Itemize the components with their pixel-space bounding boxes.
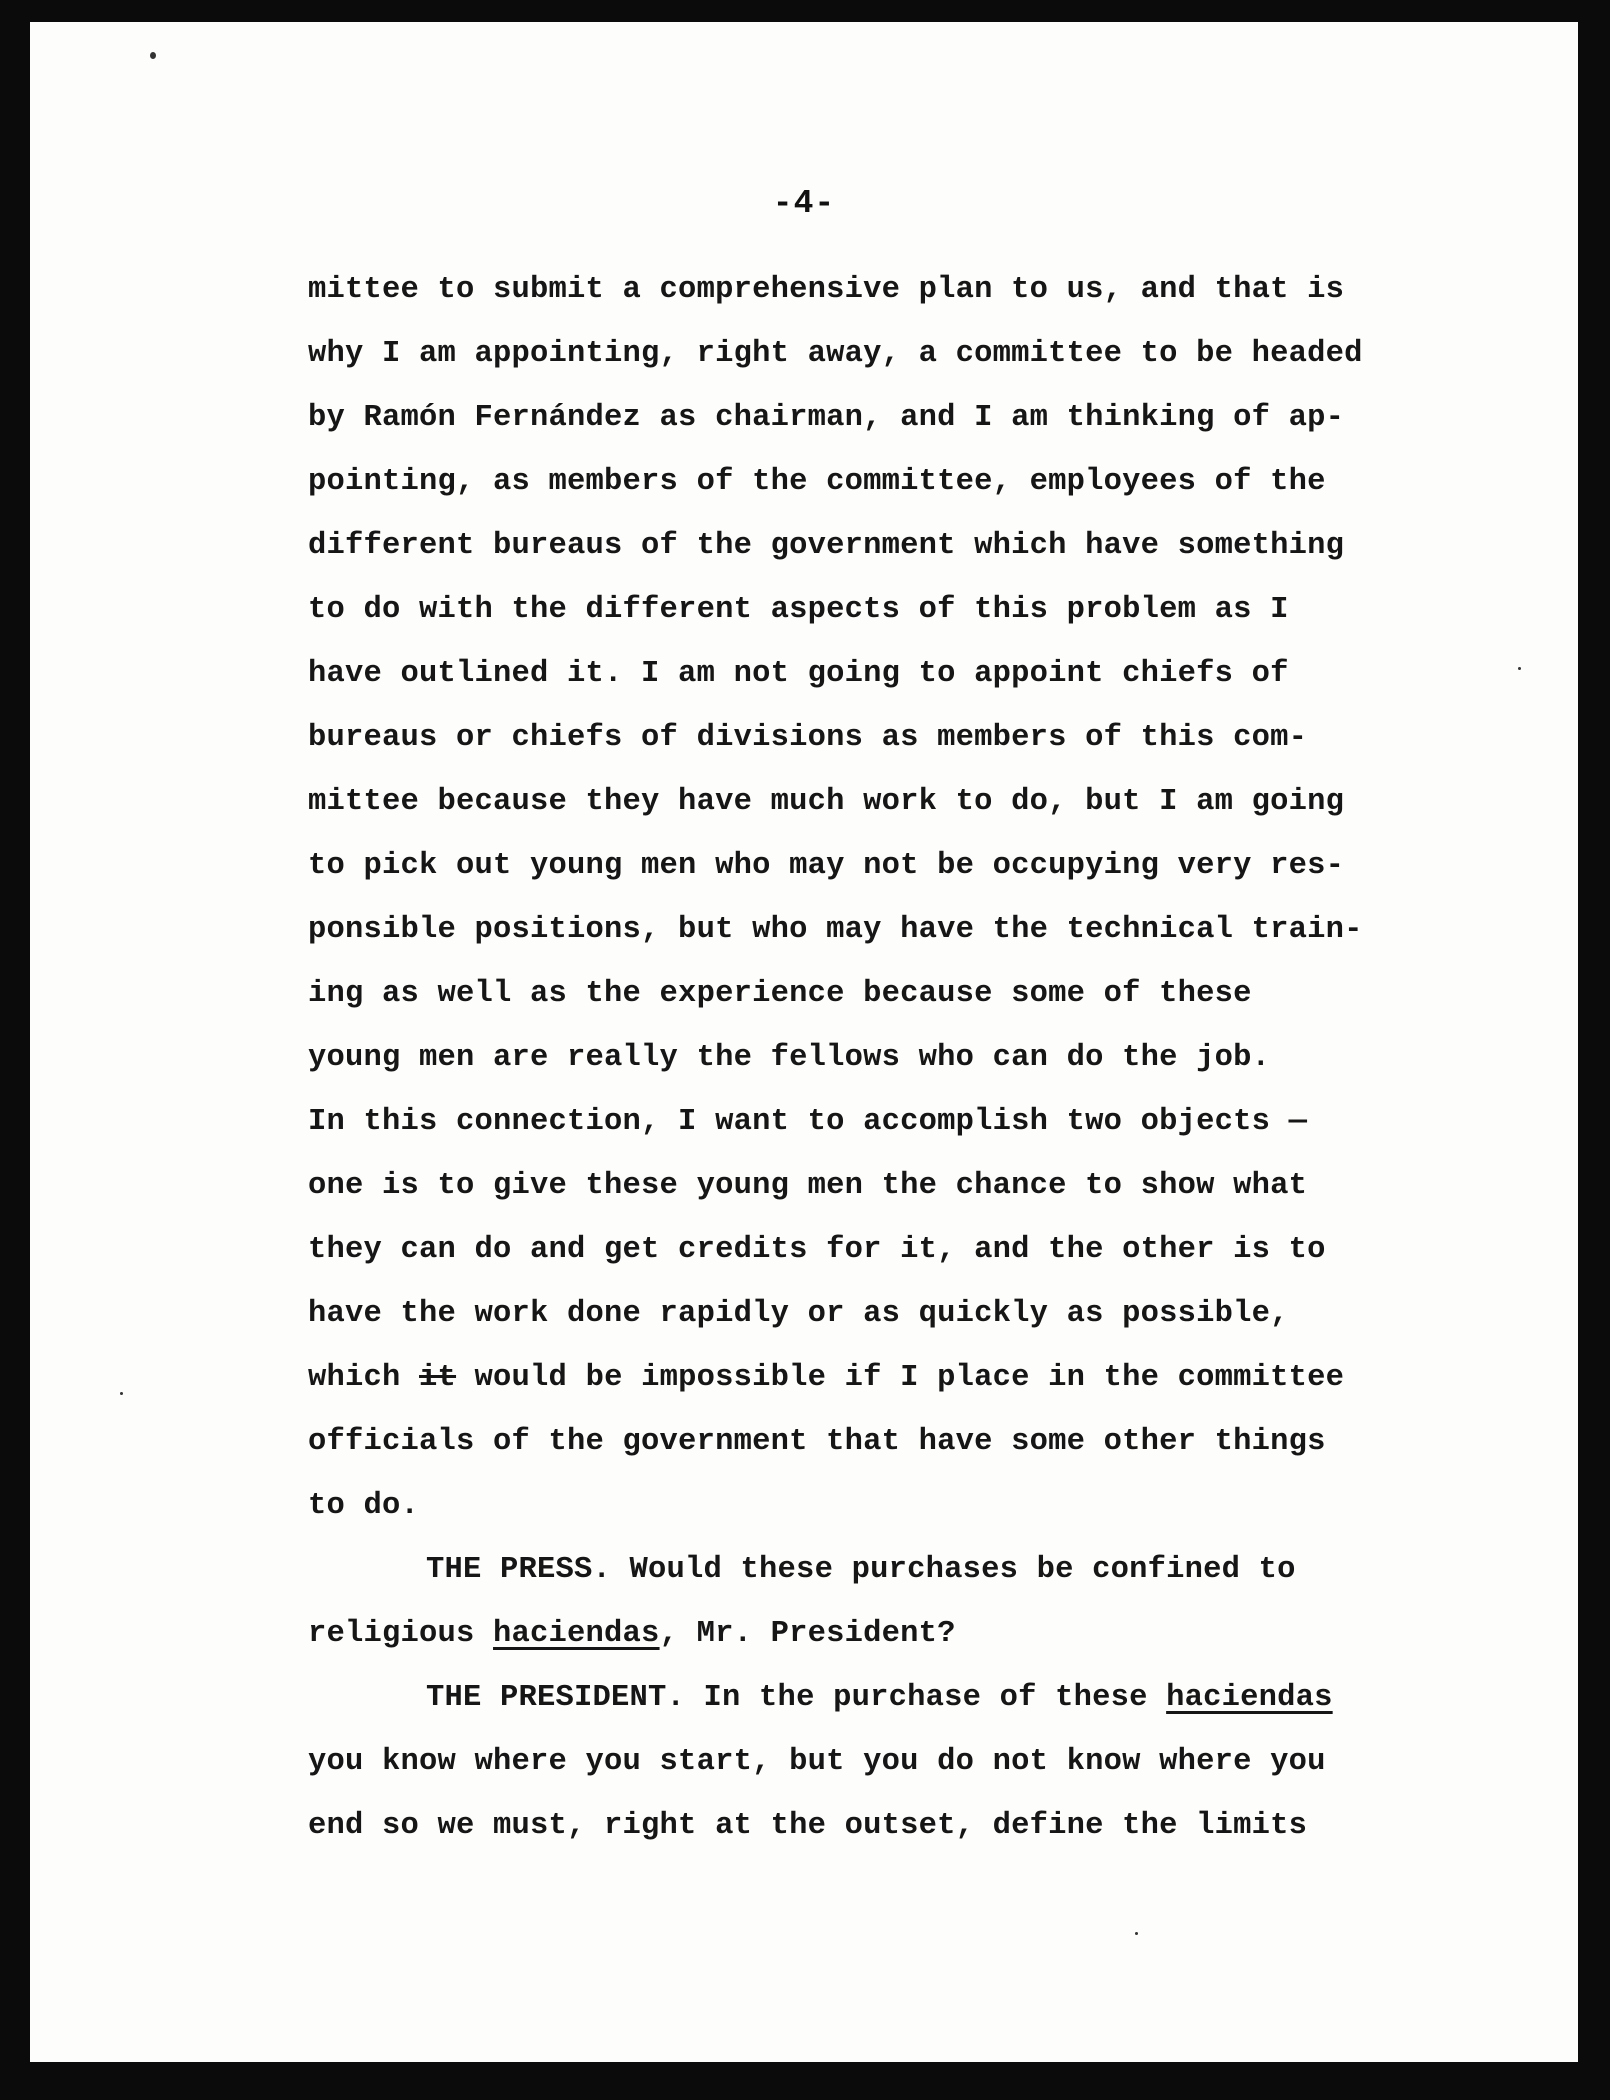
text-fragment: In the purchase of these <box>685 1681 1167 1715</box>
transcript-body <box>308 258 1448 1858</box>
text-line: In this connection, I want to accomplish two objects — <box>308 1105 1308 1139</box>
text-line: one is to give these young men the chance to show what <box>308 1169 1308 1203</box>
page-number: -4- <box>772 185 836 222</box>
text-line: different bureaus of the government which have something <box>308 529 1345 563</box>
text-line: officials of the government that have some other things <box>308 1425 1326 1459</box>
president-answer-line <box>308 1666 1448 1730</box>
text-line: end so we must, right at the outset, define the limits <box>308 1809 1308 1843</box>
text-line: to do. <box>308 1489 420 1523</box>
press-question-line <box>308 1538 1448 1602</box>
text-fragment: Would these purchases be confined to <box>611 1553 1296 1587</box>
speaker-label: THE PRESIDENT. <box>426 1681 686 1715</box>
text-line <box>308 1602 1448 1666</box>
text-line: ing as well as the experience because some of these <box>308 977 1252 1011</box>
text-line: ponsible positions, but who may have the technical train- <box>308 913 1363 947</box>
text-line: pointing, as members of the committee, employees of the <box>308 465 1326 499</box>
ink-speck <box>1135 1932 1138 1935</box>
text-line: mittee to submit a comprehensive plan to us, and that is <box>308 273 1345 307</box>
text-line: by Ramón Fernández as chairman, and I am thinking of ap- <box>308 401 1345 435</box>
text-line: bureaus or chiefs of divisions as members of this com- <box>308 721 1308 755</box>
text-fragment: religious <box>308 1617 494 1651</box>
text-line: to pick out young men who may not be occupying very res- <box>308 849 1345 883</box>
ink-speck <box>120 1392 123 1395</box>
text-line: have the work done rapidly or as quickly as possible, <box>308 1297 1289 1331</box>
text-line: mittee because they have much work to do, but I am going <box>308 785 1345 819</box>
text-line: young men are really the fellows who can do the job. <box>308 1041 1271 1075</box>
document-page <box>30 22 1578 2062</box>
struck-word: it <box>419 1361 457 1395</box>
ink-speck <box>150 52 156 59</box>
underlined-word: haciendas <box>493 1617 660 1651</box>
ink-speck <box>1518 667 1521 670</box>
text-line: they can do and get credits for it, and the other is to <box>308 1233 1326 1267</box>
text-line: to do with the different aspects of this problem as I <box>308 593 1289 627</box>
text-fragment: which <box>308 1361 420 1395</box>
underlined-word: haciendas <box>1166 1681 1333 1715</box>
text-fragment: , Mr. President? <box>659 1617 956 1651</box>
text-line: have outlined it. I am not going to appoint chiefs of <box>308 657 1289 691</box>
text-fragment: would be impossible if I place in the committee <box>456 1361 1345 1395</box>
text-line: you know where you start, but you do not know where you <box>308 1745 1326 1779</box>
speaker-label: THE PRESS. <box>426 1553 612 1587</box>
text-line <box>308 1346 1448 1410</box>
text-line: why I am appointing, right away, a committee to be headed <box>308 337 1363 371</box>
